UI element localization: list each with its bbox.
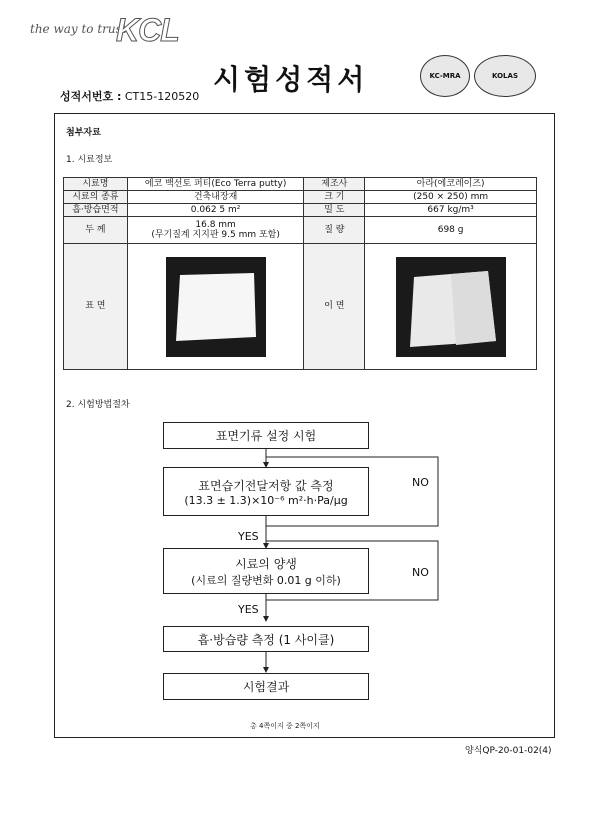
flow-step-label: 흡·방습량 측정 (1 사이클) [197, 632, 335, 647]
flow-step-airflow-setup [163, 422, 369, 449]
sample-info-heading: 1. 시료정보 [66, 155, 113, 165]
cell-value: 에코 백선토 퍼티(Eco Terra putty) [127, 178, 304, 191]
yes-label: YES [238, 530, 259, 543]
cell-value: 0.062 5 m² [127, 204, 304, 217]
table-row [64, 178, 537, 191]
thickness-note: (무기질계 지지판 9.5 mm 포함) [151, 230, 280, 240]
cell-label: 크 기 [304, 191, 365, 204]
method-heading: 2. 시험방법절차 [66, 400, 130, 410]
table-row [64, 204, 537, 217]
form-number: 양식QP-20-01-02(4) [465, 746, 552, 756]
front-surface-photo [166, 257, 266, 357]
flow-step-curing [163, 548, 369, 594]
kc-mra-seal-icon: KC-MRA [420, 55, 470, 97]
cell-label: 두 께 [64, 217, 128, 244]
flow-step-label: 표면기류 설정 시험 [215, 429, 317, 443]
page-indicator: 총 4쪽이지 중 2쪽이지 [250, 722, 320, 730]
cell-label: 밀 도 [304, 204, 365, 217]
cell-label: 시료의 종류 [64, 191, 128, 204]
back-surface-photo [396, 257, 506, 357]
cell-label: 흡·방습면적 [64, 204, 128, 217]
no-label: NO [412, 476, 429, 489]
table-row [64, 191, 537, 204]
kolas-seal-icon: KOLAS [474, 55, 536, 97]
cell-value: 698 g [365, 217, 537, 244]
cell-label: 이 면 [304, 244, 365, 370]
section-title: 첨부자료 [66, 128, 101, 138]
table-row [64, 244, 537, 370]
cell-value: 667 kg/m³ [365, 204, 537, 217]
logo-tagline: the way to trust [30, 22, 127, 36]
report-number [60, 88, 199, 104]
flow-step-absorption-measure [163, 626, 369, 652]
yes-label: YES [238, 603, 259, 616]
flow-step-moisture-resistance [163, 467, 369, 516]
cell-value [127, 217, 304, 244]
back-photo-cell [365, 244, 537, 370]
flow-step-label: 표면습기전달저항 값 측정 [198, 478, 334, 493]
flow-step-label: 시험결과 [242, 680, 290, 694]
front-photo-cell [127, 244, 304, 370]
report-number-value: CT15-120520 [124, 90, 200, 103]
cell-value: (250 × 250) mm [365, 191, 537, 204]
flow-step-label: 시료의 양생 [235, 556, 297, 571]
no-label: NO [412, 566, 429, 579]
thickness-value: 16.8 mm [195, 219, 236, 230]
cell-value: 아라(에코레이즈) [365, 178, 537, 191]
sample-info-table [63, 177, 537, 370]
document-title: 시험성적서 [213, 63, 369, 96]
cell-label: 질 량 [304, 217, 365, 244]
report-number-label: 성적서번호 : [60, 90, 122, 103]
table-row [64, 217, 537, 244]
kcl-logo: KCL [116, 12, 179, 48]
cell-label: 제조사 [304, 178, 365, 191]
flow-step-spec: (시료의 질량변화 0.01 g 이하) [191, 573, 341, 587]
flow-step-result [163, 673, 369, 700]
cell-label: 시료명 [64, 178, 128, 191]
cell-value: 건축내장재 [127, 191, 304, 204]
flow-step-spec: (13.3 ± 1.3)×10⁻⁶ m²·h·Pa/μg [184, 493, 348, 507]
cell-label: 표 면 [64, 244, 128, 370]
